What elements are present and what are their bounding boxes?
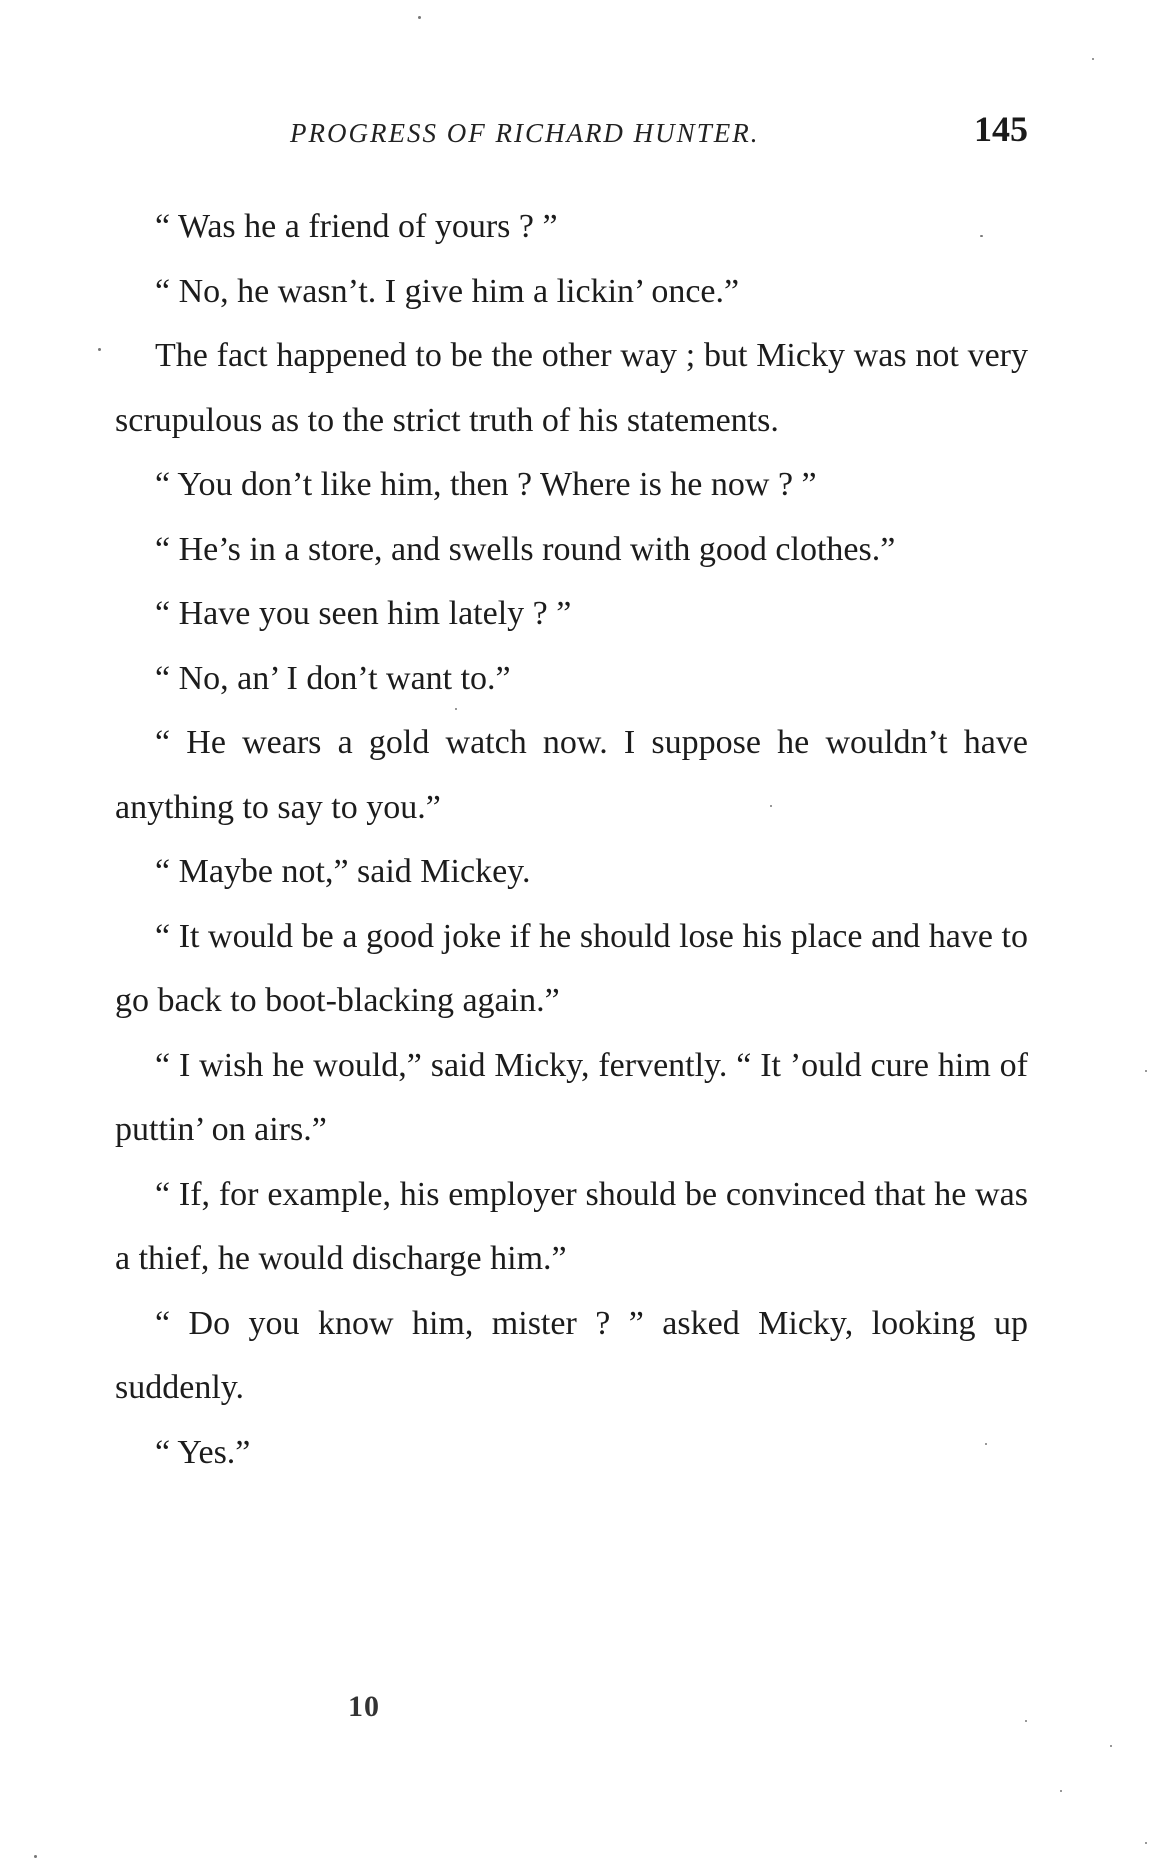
paragraph: “ It would be a good joke if he should lose his place and have to go back to boot-blacking again.” (115, 917, 1028, 1019)
paragraph: “ He wears a gold watch now. I suppose he wouldn’t have anything to say to you.” (115, 724, 1028, 826)
print-speck (98, 348, 101, 351)
paragraph: “ No, an’ I don’t want to.” (155, 659, 511, 697)
print-speck (455, 708, 457, 710)
paragraph: “ You don’t like him, then ? Where is he now ? ” (155, 466, 817, 503)
paragraph: “ If, for example, his employer should be convinced that he was a thief, he would discharge him.” (115, 1175, 1028, 1277)
paragraph: “ He’s in a store, and swells round with good clothes.” (155, 530, 896, 568)
paragraph: “ I wish he would,” said Micky, fervently. “ It ’ould cure him of puttin’ on airs.” (115, 1046, 1028, 1148)
running-title: PROGRESS OF RICHARD HUNTER. (290, 118, 760, 148)
print-speck (1145, 1070, 1147, 1072)
page-header (115, 108, 1028, 158)
print-speck (985, 1443, 987, 1445)
signature-mark: 10 (348, 1690, 380, 1723)
print-speck (1025, 1720, 1027, 1722)
paragraph: “ Yes.” (155, 1433, 251, 1471)
print-speck (1092, 58, 1094, 60)
print-speck (418, 16, 421, 19)
paragraph: “ Have you seen him lately ? ” (155, 595, 572, 632)
print-speck (1060, 1790, 1062, 1792)
print-speck (34, 1855, 37, 1858)
paragraph: “ Do you know him, mister ? ” asked Micky, looking up suddenly. (115, 1304, 1028, 1406)
print-speck (1145, 1842, 1147, 1844)
paragraph: “ Was he a friend of yours ? ” (155, 208, 558, 245)
paragraph: “ Maybe not,” said Mickey. (155, 853, 531, 890)
paragraph: The fact happened to be the other way ; but Micky was not very scrupulous as to the strict truth of his statements. (115, 337, 1028, 439)
paragraph: “ No, he wasn’t. I give him a lickin’ once.” (155, 272, 740, 310)
page-number: 145 (974, 109, 1028, 149)
body-text (115, 195, 1028, 1485)
print-speck (770, 805, 772, 807)
print-speck (1110, 1745, 1112, 1747)
print-speck (980, 235, 983, 237)
